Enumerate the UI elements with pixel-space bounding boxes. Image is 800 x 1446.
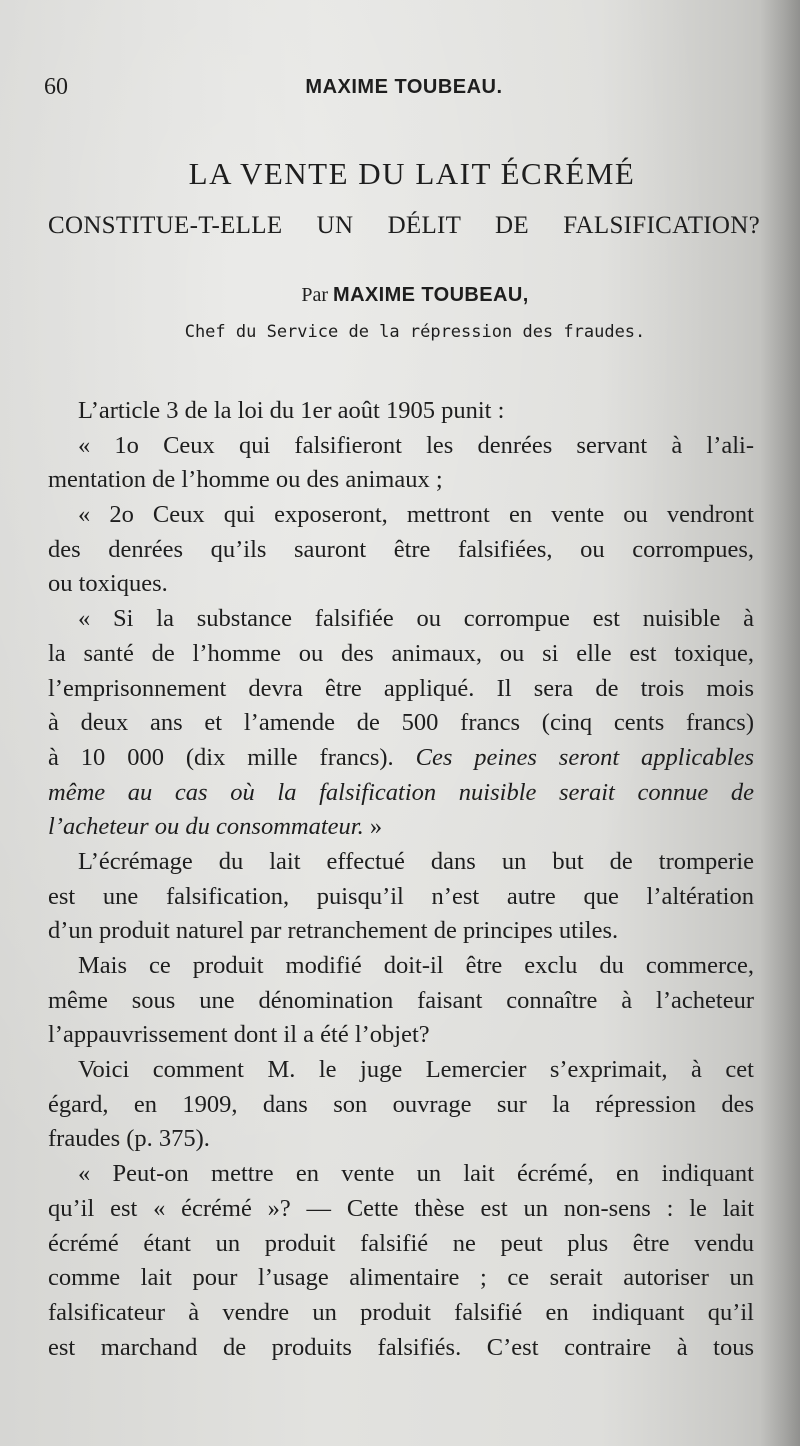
paragraph-line: Mais ce produit modifié doit-il être exclu du commerce, — [78, 952, 754, 979]
italic-segment: l’acheteur ou du consommateur. — [48, 813, 364, 841]
paragraph-line: « 1o Ceux qui falsifieront les denrées servant à l’ali- — [78, 431, 754, 459]
paragraph-line-mixed — [48, 741, 754, 776]
article-body — [48, 394, 754, 1365]
paragraph-line: à deux ans et l’amende de 500 francs (cinq cents francs) — [48, 709, 754, 737]
running-head — [0, 74, 800, 106]
paragraph-line: qu’il est « écrémé »? — Cette thèse est un non-sens : le lait — [48, 1194, 754, 1222]
paragraph-line: la santé de l’homme ou des animaux, ou si elle est toxique, — [48, 639, 754, 667]
paragraph-line: ou toxiques. — [48, 570, 168, 598]
paragraph-line: des denrées qu’ils sauront être falsifiées, ou corrompues, — [48, 535, 754, 563]
paragraph-line: L’article 3 de la loi du 1er août 1905 punit : — [78, 397, 505, 424]
paragraph-line: est marchand de produits falsifiés. C’est contraire à tous — [48, 1333, 754, 1361]
paragraph-line-italic: même au cas où la falsification nuisible serait connue de — [48, 778, 754, 806]
paragraph-line-mixed — [48, 810, 754, 845]
paragraph-line: « 2o Ceux qui exposeront, mettront en vente ou vendront — [78, 501, 754, 529]
paragraph-line: l’appauvrissement dont il a été l’objet? — [48, 1021, 430, 1049]
paragraph-line: « Peut-on mettre en vente un lait écrémé, en indiquant — [78, 1160, 754, 1188]
paragraph-line: comme lait pour l’usage alimentaire ; ce serait autoriser un — [48, 1264, 754, 1292]
paragraph-line: fraudes (p. 375). — [48, 1125, 210, 1153]
paragraph-line: est une falsification, puisqu’il n’est autre que l’altération — [48, 882, 754, 910]
closing-quote: » — [369, 813, 383, 841]
italic-segment: Ces peines seront applicables — [415, 743, 755, 771]
article-subtitle: CONSTITUE-T-ELLE UN DÉLIT DE FALSIFICATION? — [48, 212, 760, 239]
paragraph-line: falsificateur à vendre un produit falsifié en indiquant qu’il — [48, 1298, 754, 1326]
paragraph-line: égard, en 1909, dans son ouvrage sur la répression des — [48, 1090, 754, 1118]
binding-shadow — [760, 0, 800, 1446]
byline — [0, 284, 800, 307]
author-affiliation: Chef du Service de la répression des fraudes. — [184, 322, 646, 342]
page-number: 60 — [44, 74, 68, 100]
paragraph-line: mentation de l’homme ou des animaux ; — [48, 466, 443, 494]
paragraph-line: écrémé étant un produit falsifié ne peut plus être vendu — [48, 1229, 754, 1257]
paragraph-line: même sous une dénomination faisant connaître à l’acheteur — [48, 986, 754, 1014]
paragraph-line: d’un produit naturel par retranchement de principes utiles. — [48, 917, 619, 945]
paragraph-line: l’emprisonnement devra être appliqué. Il sera de trois mois — [48, 674, 754, 702]
text-segment: à 10 000 (dix mille francs). — [48, 743, 394, 771]
byline-prefix: Par — [301, 284, 329, 306]
author-name: MAXIME TOUBEAU, — [333, 284, 529, 306]
paragraph-line: « Si la substance falsifiée ou corrompue est nuisible à — [78, 605, 754, 633]
article-title: LA VENTE DU LAIT ÉCRÉMÉ — [188, 156, 636, 191]
paragraph-line: L’écrémage du lait effectué dans un but de tromperie — [78, 847, 754, 875]
paragraph-line: Voici comment M. le juge Lemercier s’exprimait, à cet — [78, 1056, 754, 1084]
running-title: MAXIME TOUBEAU. — [305, 76, 503, 98]
